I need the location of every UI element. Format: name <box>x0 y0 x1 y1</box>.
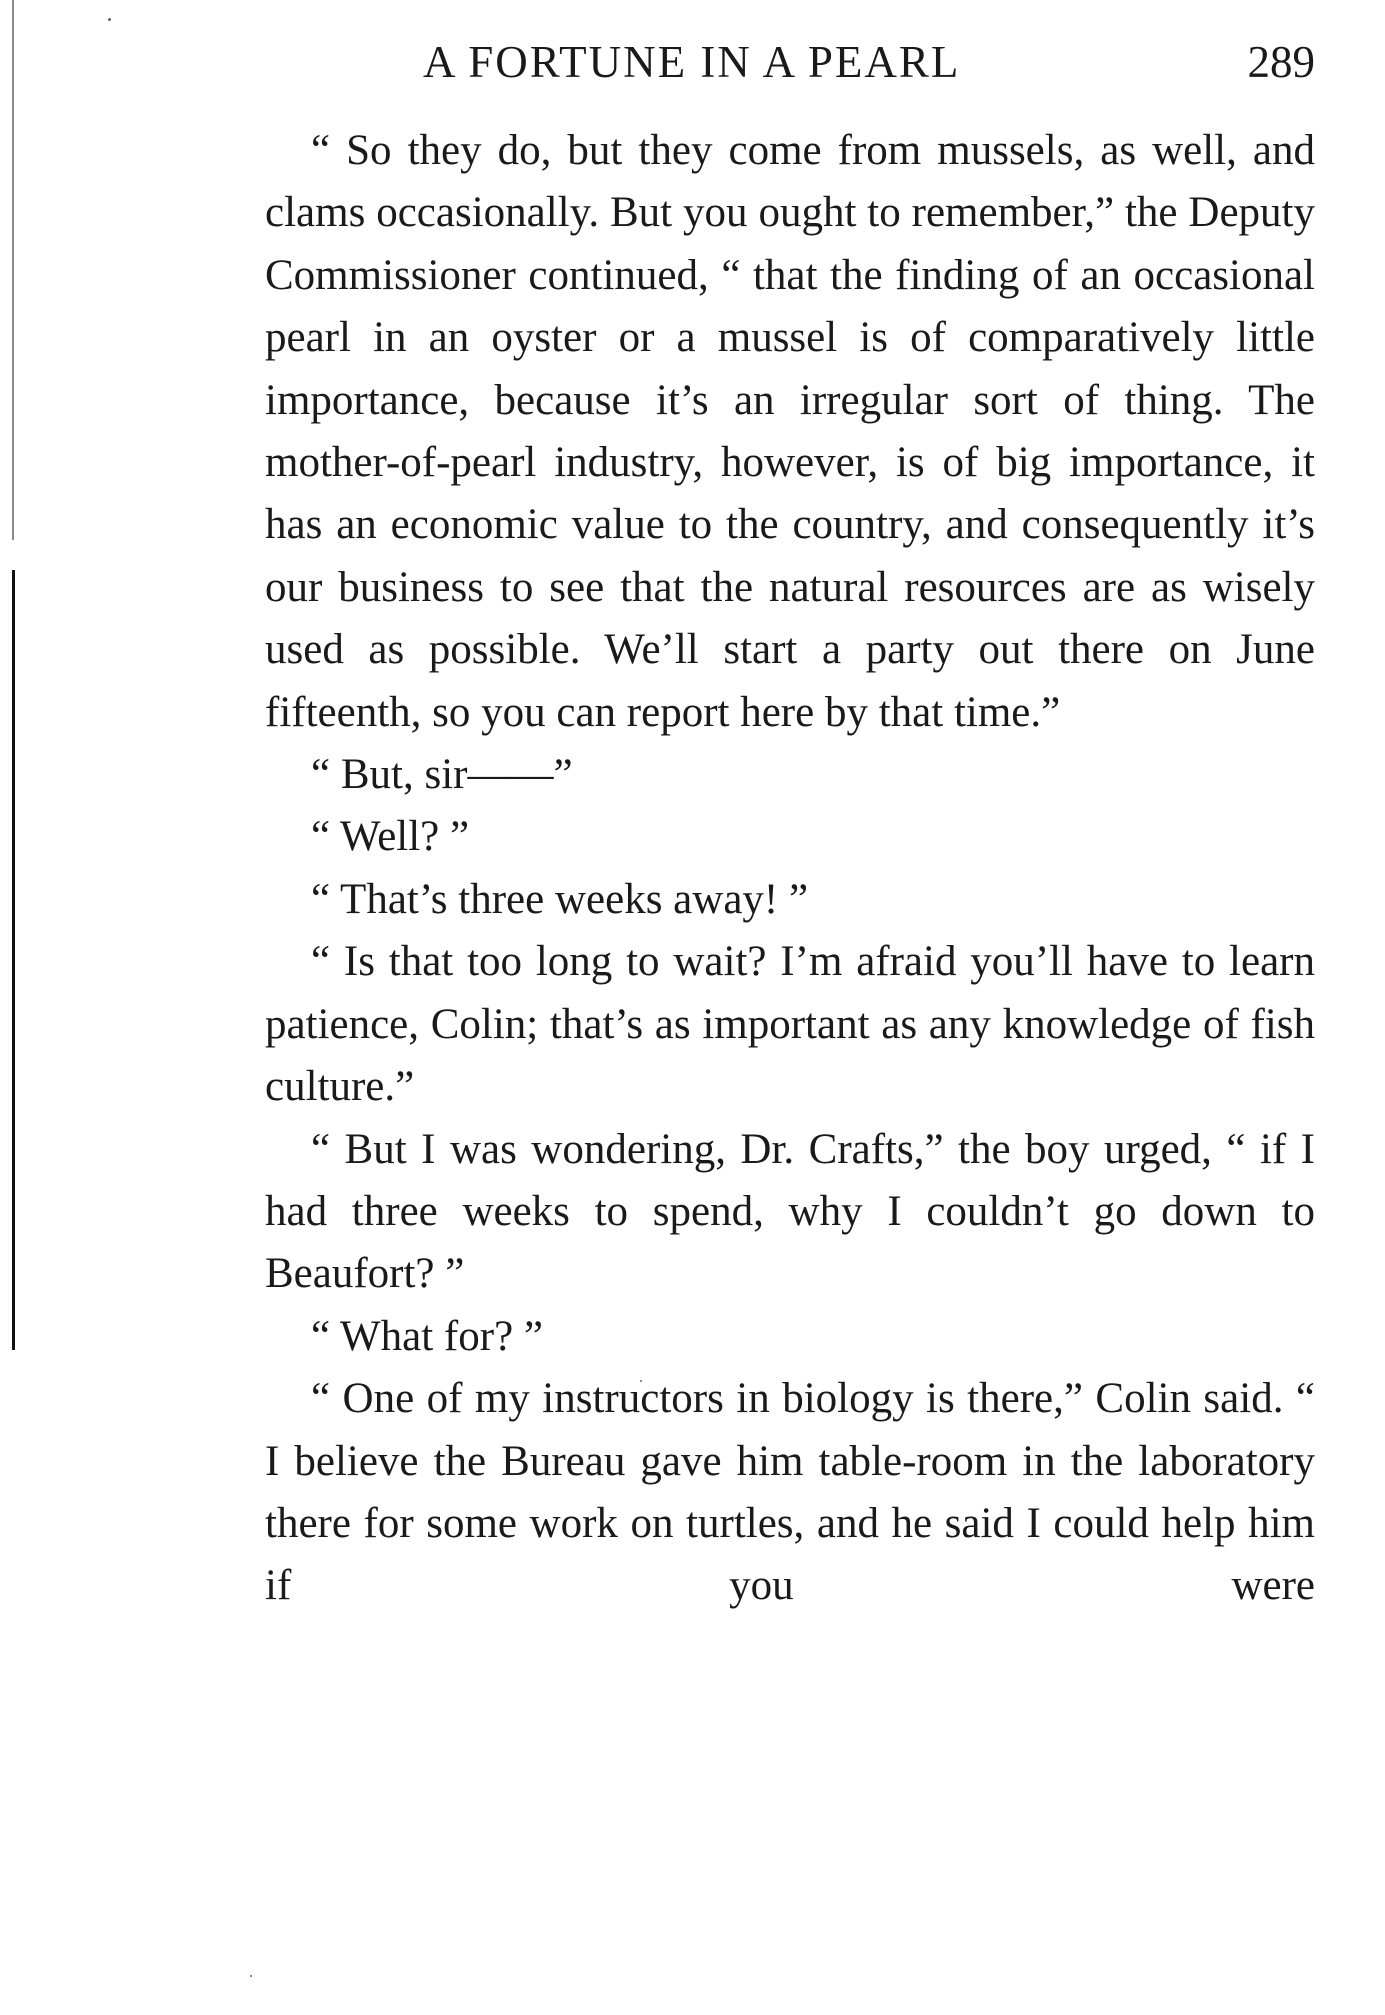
binding-edge-line <box>12 0 14 540</box>
body-text <box>265 120 1315 1618</box>
paragraph: “ But I was wondering, Dr. Crafts,” the boy urged, “ if I had three weeks to spend, why I couldn’t go down to Beaufort? ” <box>265 1125 1315 1298</box>
paragraph: “ One of my instructors in biology is there,” Colin said. “ I believe the Bureau gave him table-room in the laboratory there for some work on turtles, and he said I could help him if you were <box>265 1375 1315 1610</box>
paragraph: “ So they do, but they come from mussels, as well, and clams occasionally. But you ought to remember,” the Deputy Commissioner continued, “ that the finding of an occasional pearl in an oyster or a mussel is of comparatively little importance, because it’s an irregular sort of thing. The mother-of-pearl industry, however, is of big importance, it has an economic value to the country, and consequently it’s our business to see that the natural resources are as wisely used as possible. We’ll start a party out there on June fifteenth, so you can report here by that time.” <box>265 127 1315 736</box>
paper-speck <box>250 1975 252 1977</box>
binding-edge-line-dark <box>12 570 15 1350</box>
page-number: 289 <box>1247 37 1315 87</box>
paper-speck <box>108 18 111 21</box>
running-title: A FORTUNE IN A PEARL <box>423 37 961 87</box>
paragraph: “ But, sir——” <box>311 751 573 799</box>
paragraph: “ What for? ” <box>311 1312 543 1360</box>
page-header <box>265 32 1315 92</box>
paragraph: “ Well? ” <box>311 813 470 861</box>
paragraph: “ That’s three weeks away! ” <box>311 875 809 923</box>
paragraph: “ Is that too long to wait? I’m afraid you’ll have to learn patience, Colin; that’s as important as any knowledge of fish culture.” <box>265 938 1315 1111</box>
